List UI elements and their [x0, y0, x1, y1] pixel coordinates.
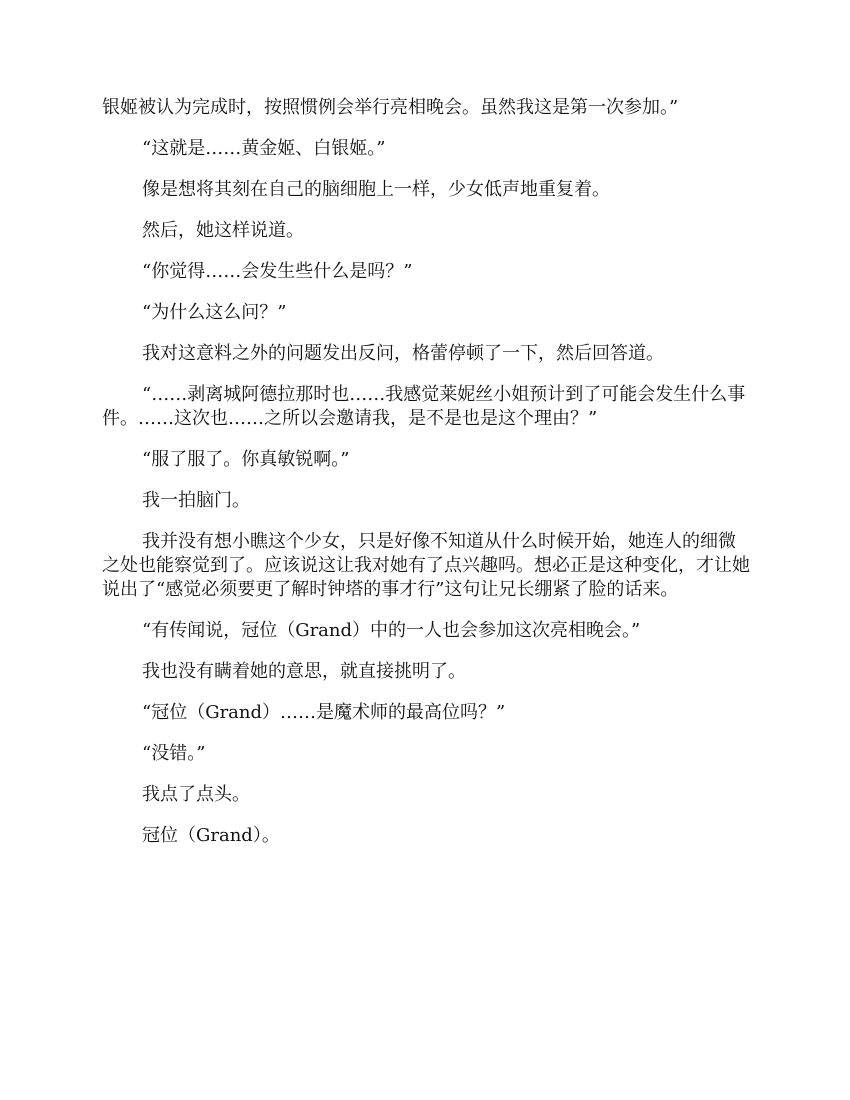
paragraph: 银姬被认为完成时，按照惯例会举行亮相晚会。虽然我这是第一次参加。” [102, 97, 679, 118]
paragraph: “……剥离城阿德拉那时也……我感觉莱妮丝小姐预计到了可能会发生什么事件。……这次也……之所以会邀请我，是不是也是这个理由？” [102, 384, 746, 429]
paragraph: 像是想将其刻在自己的脑细胞上一样，少女低声地重复着。 [142, 179, 610, 200]
paragraph: 我对这意料之外的问题发出反问，格蕾停顿了一下，然后回答道。 [142, 343, 664, 364]
paragraph: “冠位（Grand）……是魔术师的最高位吗？” [142, 702, 506, 723]
paragraph: “为什么这么问？” [142, 302, 287, 323]
paragraph: 然后，她这样说道。 [142, 220, 304, 241]
paragraph: “你觉得……会发生些什么是吗？” [142, 261, 413, 282]
paragraph: 冠位（Grand）。 [142, 825, 280, 846]
paragraph: 我并没有想小瞧这个少女，只是好像不知道从什么时候开始，她连人的细微之处也能察觉到了。应该说这让我对她有了点兴趣吗。想必正是这种变化，才让她说出了“感觉必须要更了解时钟塔的事才行”这句让兄长绷紧了脸的话来。 [102, 531, 750, 600]
paragraph: 我点了点头。 [142, 784, 250, 805]
paragraph: 我一拍脑门。 [142, 490, 250, 511]
document-page [102, 96, 752, 865]
paragraph: “没错。” [142, 743, 206, 764]
paragraph: 我也没有瞒着她的意思，就直接挑明了。 [142, 661, 466, 682]
paragraph: “服了服了。你真敏锐啊。” [142, 449, 350, 470]
paragraph: “这就是……黄金姬、白银姬。” [142, 138, 386, 159]
paragraph: “有传闻说，冠位（Grand）中的一人也会参加这次亮相晚会。” [142, 620, 641, 641]
